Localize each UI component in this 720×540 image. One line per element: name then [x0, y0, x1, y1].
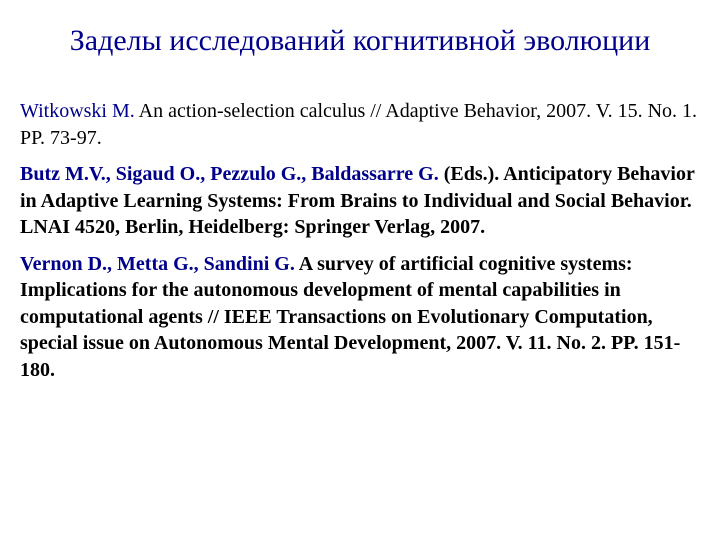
reference-list — [20, 98, 710, 393]
reference-authors: Butz M.V., Sigaud O., Pezzulo G., Baldassarre G. — [20, 163, 439, 185]
reference-text: (Eds.). Anticipatory Behavior in Adaptive Learning Systems: From Brains to Individual and Social Behavior. LNAI 4520, Berlin, Heidelberg: Springer Verlag, 2007. — [20, 163, 695, 238]
reference-item — [20, 251, 710, 384]
reference-authors: Vernon D., Metta G., Sandini G. — [20, 252, 295, 275]
reference-authors: Witkowski M. — [20, 100, 135, 122]
slide-title: Заделы исследований когнитивной эволюции — [69, 24, 651, 57]
reference-text: An action-selection calculus // Adaptive Behavior, 2007. V. 15. No. 1. PP. 73-97. — [20, 100, 698, 149]
reference-item — [20, 98, 710, 151]
reference-item — [20, 161, 710, 241]
reference-text: A survey of artificial cognitive systems: Implications for the autonomous development of mental capabilities in computational agents // IEEE Transactions on Evolutionary Computation, special issue on Autonomous Mental Development, 2007. V. 11. No. 2. PP. 151-180. — [20, 252, 681, 381]
